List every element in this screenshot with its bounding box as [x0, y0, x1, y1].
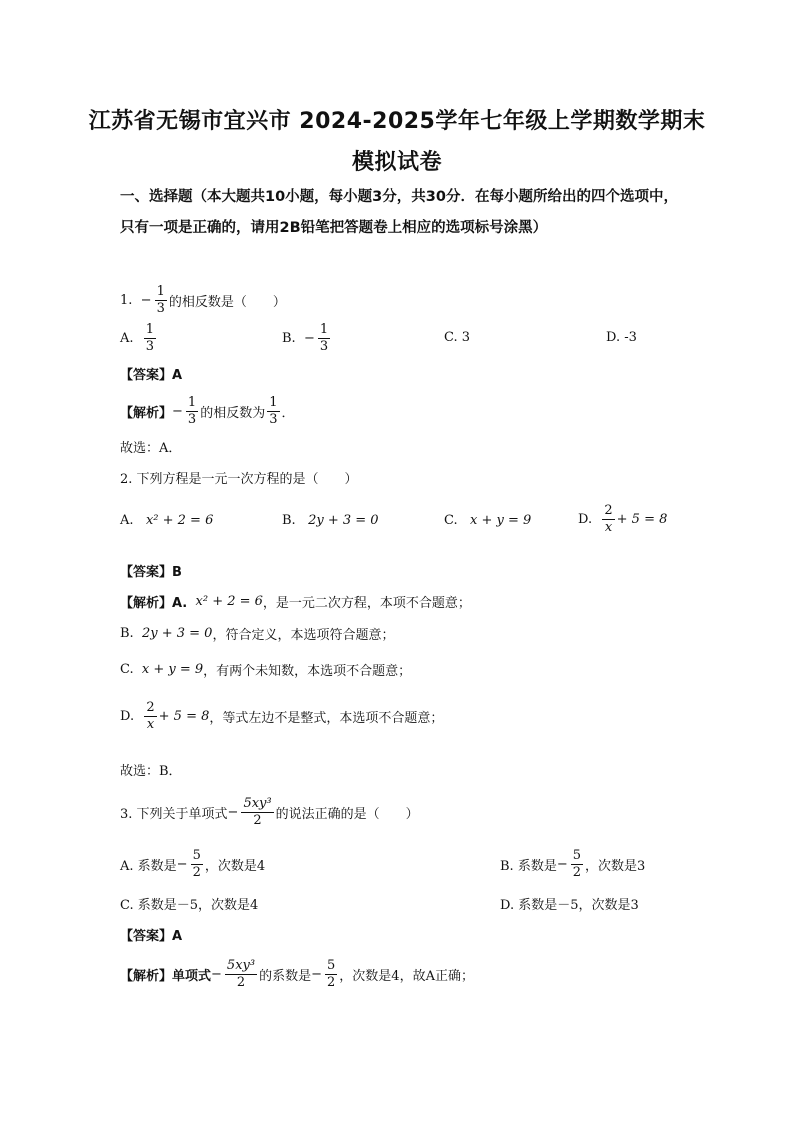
q2-answer: 【答案】B: [120, 565, 182, 580]
q1-answer: 【答案】A: [120, 368, 183, 383]
q2-option-c: C. x + y = 9: [444, 513, 532, 528]
q1-stem: 1. − $\frac{1}{3}$ 的相反数是（ ）: [120, 284, 286, 316]
q2-analysis-b: B. 2y + 3 = 0 ，符合定义，本选项符合题意；: [120, 626, 395, 643]
q1-option-a: A. $\frac{1}{3}$: [120, 322, 155, 354]
q3-option-a: A. 系数是 − $\frac{5}{2}$ ，次数是4: [120, 848, 266, 880]
section-heading: 一、选择题（本大题共10小题，每小题3分，共30分．在每小题所给出的四个选项中，只有一项是正确的，请用2B铅笔把答题卷上相应的选项标号涂黑）: [120, 189, 678, 236]
q3-option-c: C. 系数是－5，次数是4: [120, 898, 259, 913]
q1-conclusion: 故选：A．: [120, 441, 182, 456]
q1-option-b: B. − $\frac{1}{3}$: [282, 322, 329, 354]
q3-option-d: D. 系数是－5，次数是3: [500, 898, 639, 913]
document-title-line-2: 模拟试卷: [351, 150, 442, 175]
q2-stem: 2. 下列方程是一元一次方程的是（ ）: [120, 472, 358, 487]
q1-option-d: D. -3: [606, 330, 637, 345]
q2-analysis-d: D. $\frac{2}{x}$ + 5 = 8 ，等式左边不是整式，本选项不合题意；: [120, 700, 444, 732]
q2-option-d: D. $\frac{2}{x}$ + 5 = 8: [578, 503, 668, 535]
q2-analysis-c: C. x + y = 9 ，有两个未知数，本选项不合题意；: [120, 662, 412, 679]
document-title-line-1: 江苏省无锡市宜兴市 2024-2025学年七年级上学期数学期末: [88, 109, 706, 134]
q2-option-a: A. x² + 2 = 6: [120, 513, 214, 528]
q2-analysis-a: 【解析】A. x² + 2 = 6 ，是一元二次方程，本项不合题意；: [120, 594, 471, 611]
q3-option-b: B. 系数是 − $\frac{5}{2}$ ，次数是3: [500, 848, 646, 880]
q3-answer: 【答案】A: [120, 929, 183, 944]
q1-analysis: 【解析】 − $\frac{1}{3}$ 的相反数为 $\frac{1}{3}$ ．: [120, 395, 295, 427]
q1-fraction: $\frac{1}{3}$: [156, 284, 165, 316]
q1-option-c: C. 3: [444, 330, 471, 345]
q3-analysis: 【解析】单项式 − $\frac{\text{5xy³}}{2}$ 的系数是 − $\frac{5}{2}$ ，次数是4，故A正确；: [120, 958, 474, 990]
q3-stem: 3. 下列关于单项式 − $\frac{\text{5xy³}}{2}$ 的说法正确的是（ ）: [120, 796, 419, 828]
q2-option-b: B. 2y + 3 = 0: [282, 513, 379, 528]
q2-conclusion: 故选：B．: [120, 764, 182, 779]
